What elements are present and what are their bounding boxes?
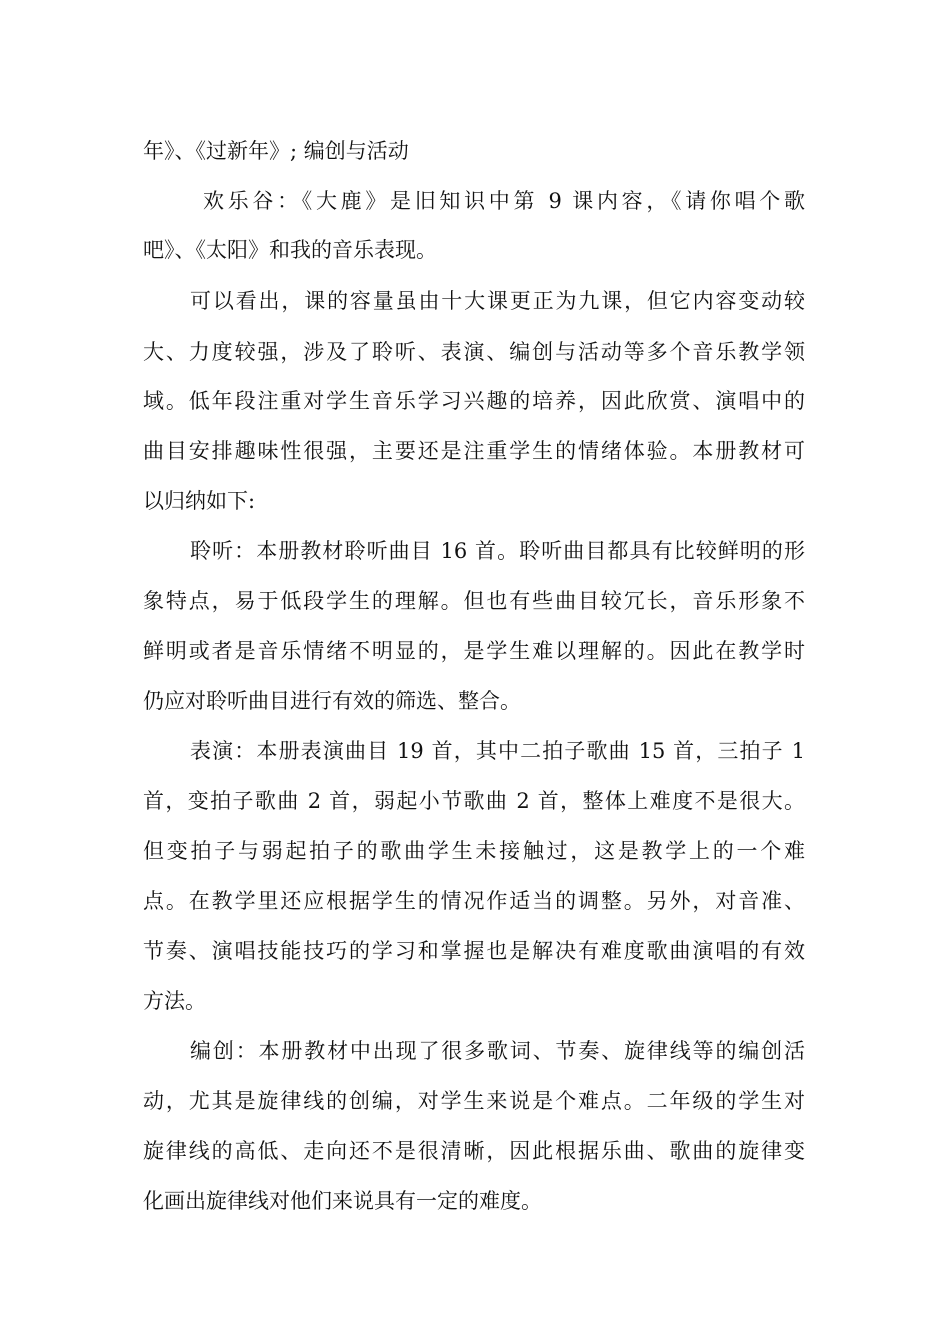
- text-line-paragraph-start: 可以看出，课的容量虽由十大课更正为九课，但它内容变动较: [190, 289, 805, 313]
- text-line: 点。在教学里还应根据学生的情况作适当的调整。另外，对音准、: [143, 889, 805, 913]
- text-line: 鲜明或者是音乐情绪不明显的，是学生难以理解的。因此在教学时: [143, 639, 805, 663]
- text-line: 节奏、演唱技能技巧的学习和掌握也是解决有难度歌曲演唱的有效: [143, 939, 805, 963]
- text-line-paragraph-start: 编创：本册教材中出现了很多歌词、节奏、旋律线等的编创活: [190, 1039, 805, 1063]
- text-line: 方法。: [143, 989, 206, 1013]
- text-line-continuation: 年》、《过新年》; 编创与活动: [143, 139, 409, 163]
- text-line: 吧》、《太阳》和我的音乐表现。: [143, 238, 437, 262]
- text-line: 动，尤其是旋律线的创编，对学生来说是个难点。二年级的学生对: [143, 1089, 805, 1113]
- text-line: 但变拍子与弱起拍子的歌曲学生未接触过，这是教学上的一个难: [143, 839, 805, 863]
- text-line: 曲目安排趣味性很强，主要还是注重学生的情绪体验。本册教材可: [143, 439, 805, 463]
- text-line: 域。低年段注重对学生音乐学习兴趣的培养，因此欣赏、演唱中的: [143, 389, 805, 413]
- text-line-paragraph-start: 表演：本册表演曲目 19 首，其中二拍子歌曲 15 首，三拍子 1: [190, 739, 805, 763]
- text-line: 象特点，易于低段学生的理解。但也有些曲目较冗长，音乐形象不: [143, 589, 805, 613]
- text-line-paragraph-start: 聆听：本册教材聆听曲目 16 首。聆听曲目都具有比较鲜明的形: [190, 539, 805, 563]
- text-line: 仍应对聆听曲目进行有效的筛选、整合。: [143, 689, 521, 713]
- text-line-paragraph-start: 欢乐谷：《大鹿》是旧知识中第 9 课内容，《请你唱个歌: [203, 189, 805, 213]
- text-line: 大、力度较强，涉及了聆听、表演、编创与活动等多个音乐教学领: [143, 340, 805, 364]
- text-line: 首，变拍子歌曲 2 首，弱起小节歌曲 2 首，整体上难度不是很大。: [143, 789, 805, 813]
- text-line: 化画出旋律线对他们来说具有一定的难度。: [143, 1189, 542, 1213]
- text-line: 旋律线的高低、走向还不是很清晰，因此根据乐曲、歌曲的旋律变: [143, 1139, 805, 1163]
- text-line: 以归纳如下:: [143, 489, 256, 513]
